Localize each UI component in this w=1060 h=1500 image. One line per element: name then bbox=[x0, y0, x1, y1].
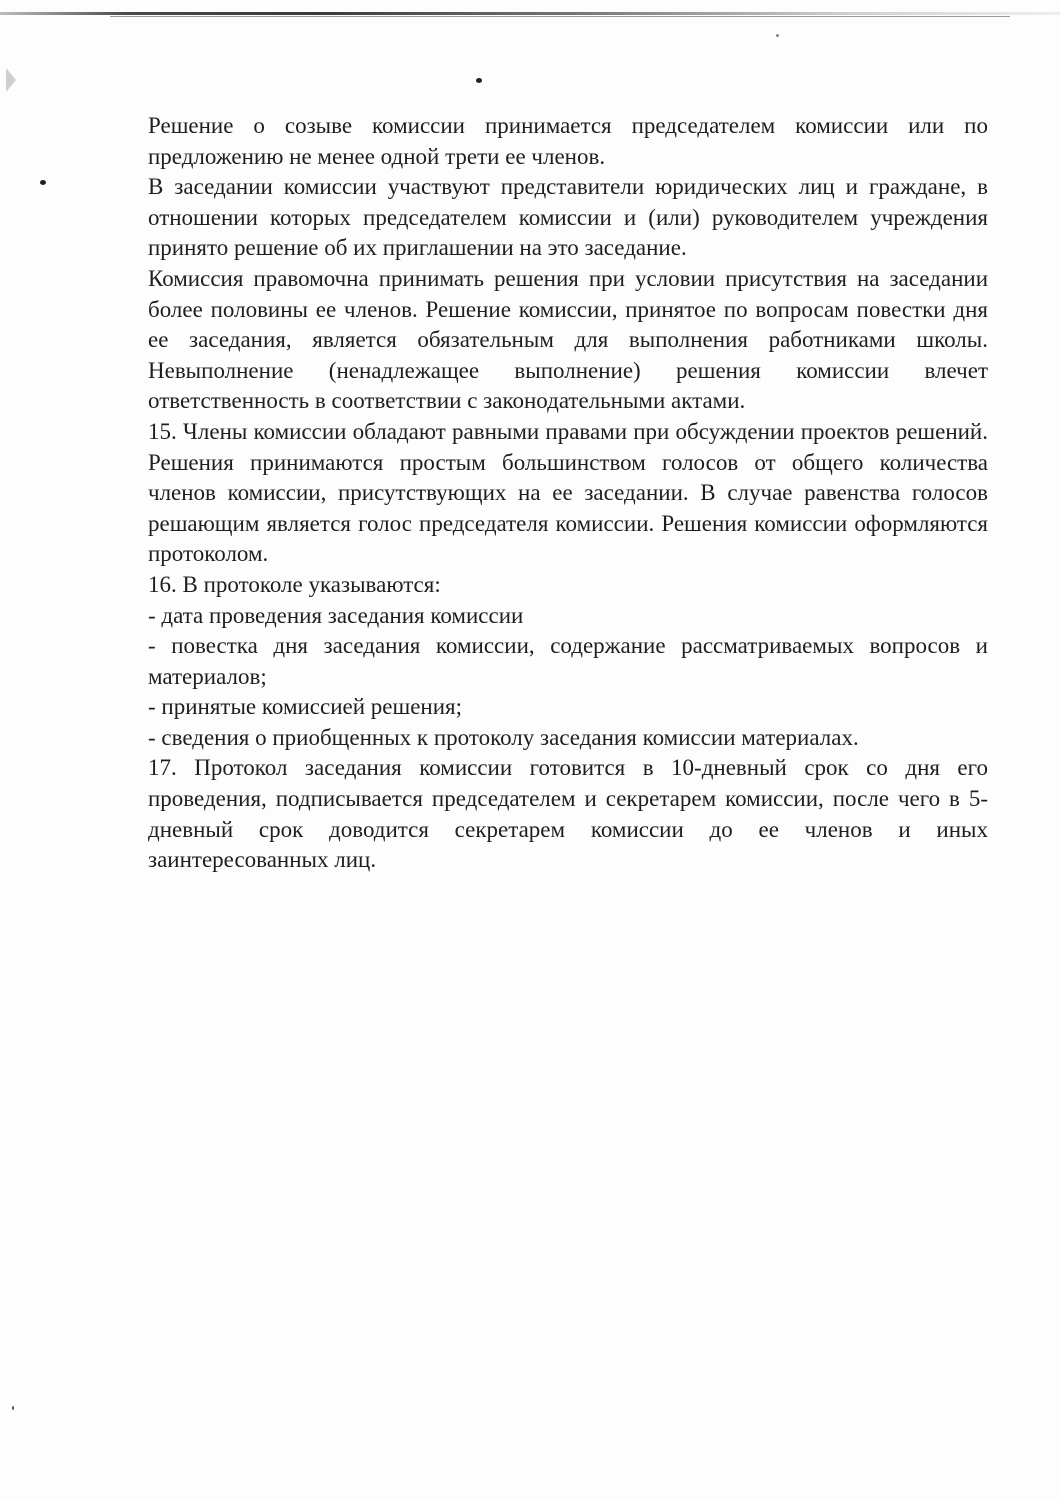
scan-edge-line-secondary bbox=[110, 16, 1010, 17]
paragraph-participants: В заседании комиссии участвуют представители юридических лиц и граждане, в отношении которых председателем комиссии и (или) руководителем учреждения принято решение об их приглашении на это заседание. bbox=[148, 174, 988, 261]
list-item: - сведения о приобщенных к протоколу заседания комиссии материалах. bbox=[148, 724, 859, 750]
scan-margin-mark bbox=[6, 68, 16, 92]
paragraph-17-protocol-preparation: 17. Протокол заседания комиссии готовится в 10-дневный срок со дня его проведения, подписывается председателем и секретарем комиссии, после чего в 5-дневный срок доводится секретарем комиссии до ее членов и иных заинтересованных лиц. bbox=[148, 755, 988, 873]
paragraph-quorum: Комиссия правомочна принимать решения при условии присутствия на заседании более половины ее членов. Решение комиссии, принятое по вопросам повестки дня ее заседания, является обязательным для выполнения работниками школы. Невыполнение (ненадлежащее выполнение) решения комиссии влечет ответственность в соответствии с законодательными актами. bbox=[148, 265, 988, 414]
paragraph-16-protocol-heading: 16. В протоколе указываются: bbox=[148, 571, 441, 597]
scan-speck bbox=[776, 34, 779, 37]
list-item: - повестка дня заседания комиссии, содержание рассматриваемых вопросов и материалов; bbox=[148, 633, 988, 689]
paragraph-convening: Решение о созыве комиссии принимается председателем комиссии или по предложению не менее одной трети ее членов. bbox=[148, 113, 988, 169]
scan-speck bbox=[12, 1406, 14, 1410]
scan-speck bbox=[476, 78, 482, 83]
list-item: - дата проведения заседания комиссии bbox=[148, 602, 524, 628]
paragraph-15-voting: 15. Члены комиссии обладают равными правами при обсуждении проектов решений. Решения принимаются простым большинством голосов от общего количества членов комиссии, присутствующих на ее заседании. В случае равенства голосов решающим является голос председателя комиссии. Решения комиссии оформляются протоколом. bbox=[148, 418, 988, 567]
scan-edge-line bbox=[0, 12, 1060, 15]
document-body bbox=[148, 111, 988, 876]
scan-speck bbox=[40, 180, 46, 185]
list-item: - принятые комиссией решения; bbox=[148, 694, 463, 720]
